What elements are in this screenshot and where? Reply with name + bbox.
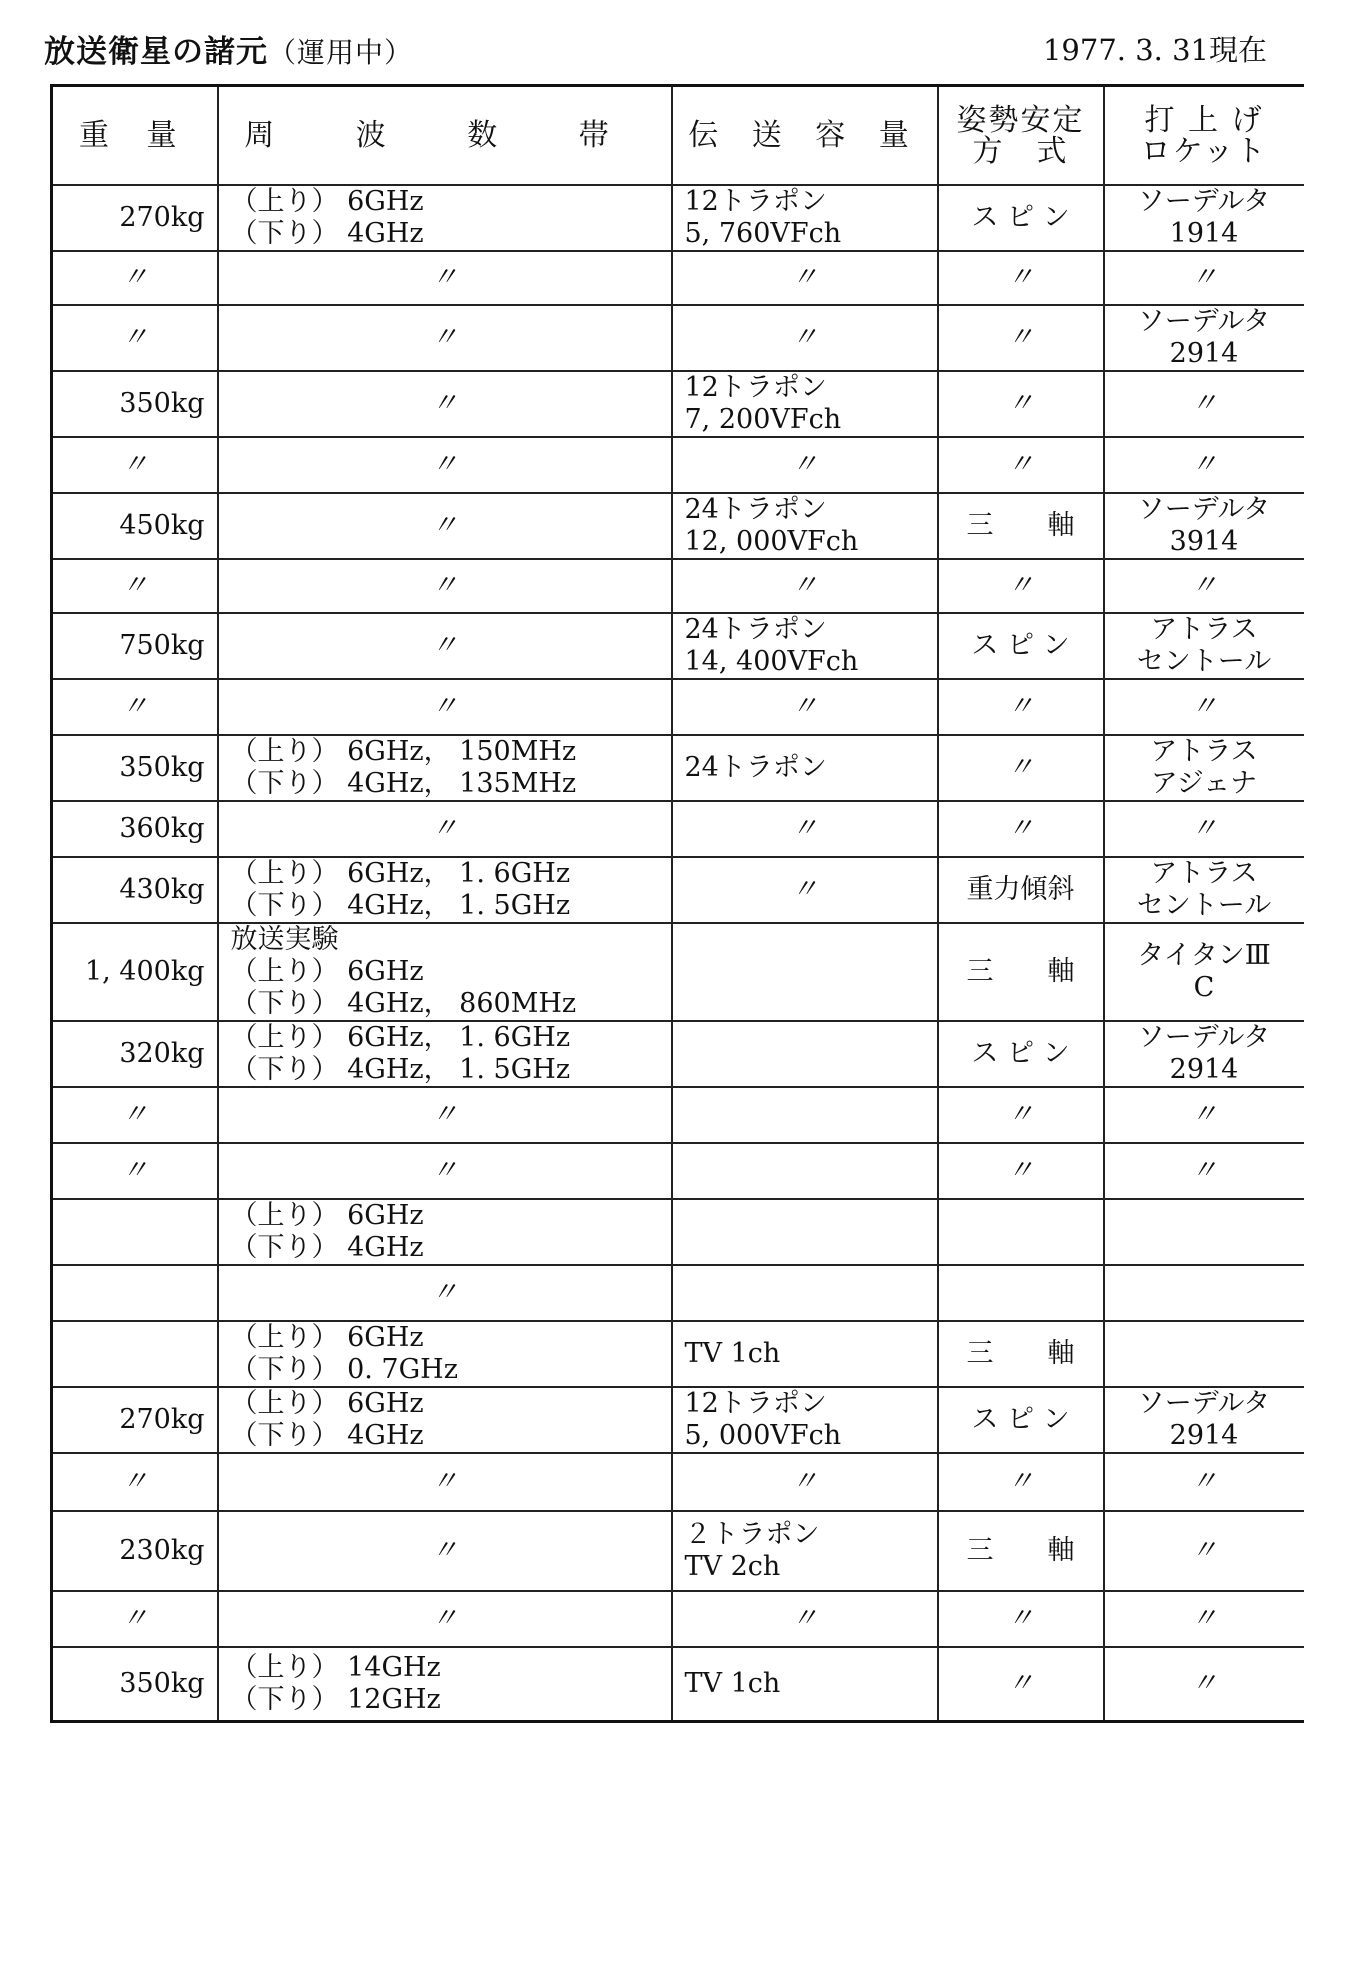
cell-frequency-line: （上り） 6GHz， 1. 6GHz — [230, 858, 571, 889]
cell-frequency — [218, 251, 672, 305]
cell-rocket-line: セントール — [1136, 646, 1272, 677]
cell-rocket-line: C — [1193, 972, 1215, 1003]
cell-rocket-line: 2914 — [1169, 1054, 1239, 1085]
cell-rocket-line: ソーデルタ — [1137, 186, 1271, 217]
cell-attitude: 〃 — [938, 559, 1104, 613]
cell-frequency — [218, 613, 672, 679]
table-row — [52, 1265, 1304, 1321]
table-row — [52, 1511, 1304, 1591]
cell-attitude: 重力傾斜 — [938, 857, 1104, 923]
table-row — [52, 305, 1304, 371]
cell-capacity-line: 12トラポン — [684, 372, 827, 403]
cell-attitude: 〃 — [938, 1591, 1104, 1647]
cell-capacity — [672, 1199, 938, 1265]
cell-capacity — [672, 735, 938, 801]
cell-frequency-line: （上り） 6GHz — [230, 1388, 424, 1419]
cell-capacity — [672, 1265, 938, 1321]
cell-rocket-line: 〃 — [1190, 388, 1218, 419]
cell-weight: 350kg — [52, 371, 218, 437]
cell-attitude: 〃 — [938, 251, 1104, 305]
page-title — [44, 26, 413, 71]
table-row — [52, 251, 1304, 305]
cell-frequency — [218, 437, 672, 493]
cell-frequency — [218, 1143, 672, 1199]
cell-frequency-line: 〃 — [431, 1155, 458, 1186]
cell-rocket-line: アトラス — [1150, 614, 1258, 645]
cell-weight — [52, 1321, 218, 1387]
cell-rocket — [1104, 251, 1304, 305]
cell-capacity-line: TV 1ch — [684, 1667, 781, 1699]
cell-capacity-line: 〃 — [791, 1466, 818, 1497]
cell-frequency-line: 〃 — [431, 510, 458, 541]
cell-frequency — [218, 679, 672, 735]
cell-frequency-line: 〃 — [431, 570, 458, 601]
cell-frequency-line: 〃 — [431, 1466, 458, 1497]
cell-weight: 1, 400kg — [52, 923, 218, 1021]
cell-rocket — [1104, 559, 1304, 613]
table-row — [52, 801, 1304, 857]
cell-rocket-line: アトラス — [1150, 858, 1258, 889]
cell-weight: 270kg — [52, 1387, 218, 1453]
cell-frequency-line: 〃 — [431, 449, 458, 480]
cell-frequency — [218, 801, 672, 857]
cell-capacity-line: 〃 — [791, 874, 818, 905]
cell-attitude: 〃 — [938, 371, 1104, 437]
cell-attitude: ス ピ ン — [938, 1387, 1104, 1453]
cell-capacity — [672, 679, 938, 735]
cell-frequency — [218, 1321, 672, 1387]
table-row — [52, 1143, 1304, 1199]
table-row — [52, 679, 1304, 735]
cell-rocket-line: ソーデルタ — [1137, 494, 1271, 525]
table-row — [52, 1453, 1304, 1511]
cell-rocket-line: 3914 — [1169, 526, 1239, 557]
table-row — [52, 1199, 1304, 1265]
cell-capacity-line: 〃 — [791, 1603, 818, 1634]
table-row — [52, 613, 1304, 679]
cell-capacity — [672, 613, 938, 679]
cell-rocket-line: 〃 — [1190, 813, 1218, 844]
cell-attitude: 〃 — [938, 1453, 1104, 1511]
cell-capacity-line: 〃 — [791, 449, 818, 480]
cell-rocket-line: ソーデルタ — [1137, 1388, 1271, 1419]
cell-rocket — [1104, 1087, 1304, 1143]
cell-frequency — [218, 1265, 672, 1321]
cell-rocket — [1104, 735, 1304, 801]
cell-frequency-line: 〃 — [431, 1603, 458, 1634]
cell-capacity — [672, 559, 938, 613]
cell-rocket-line: 〃 — [1190, 262, 1218, 293]
cell-rocket — [1104, 493, 1304, 559]
header-capacity: 伝 送 容 量 — [672, 86, 938, 186]
cell-weight: 〃 — [52, 437, 218, 493]
cell-capacity-line: 5, 000VFch — [684, 1420, 842, 1451]
cell-weight: 230kg — [52, 1511, 218, 1591]
cell-capacity — [672, 305, 938, 371]
cell-rocket-line: 〃 — [1190, 570, 1218, 601]
table-row — [52, 1321, 1304, 1387]
table-row — [52, 559, 1304, 613]
cell-weight: 〃 — [52, 1591, 218, 1647]
cell-weight: 350kg — [52, 1647, 218, 1721]
cell-rocket-line: アトラス — [1150, 736, 1258, 767]
cell-weight: 350kg — [52, 735, 218, 801]
cell-attitude: 〃 — [938, 305, 1104, 371]
cell-attitude: ス ピ ン — [938, 1021, 1104, 1087]
cell-capacity — [672, 371, 938, 437]
cell-capacity-line: 12, 000VFch — [684, 526, 859, 557]
cell-frequency — [218, 493, 672, 559]
cell-capacity — [672, 1453, 938, 1511]
cell-frequency-line: 〃 — [431, 322, 458, 353]
header-frequency: 周 波 数 帯 — [218, 86, 672, 186]
cell-rocket — [1104, 857, 1304, 923]
cell-capacity-line: ２トラポン — [684, 1519, 820, 1550]
table-row — [52, 493, 1304, 559]
cell-capacity — [672, 437, 938, 493]
cell-attitude: 〃 — [938, 1647, 1104, 1721]
cell-weight: 750kg — [52, 613, 218, 679]
cell-attitude: 〃 — [938, 801, 1104, 857]
cell-rocket-line: 〃 — [1190, 1667, 1218, 1699]
cell-weight: 450kg — [52, 493, 218, 559]
cell-rocket — [1104, 1265, 1304, 1321]
table-row — [52, 1647, 1304, 1721]
cell-attitude — [938, 1265, 1104, 1321]
cell-frequency-line: 〃 — [431, 691, 458, 722]
cell-frequency — [218, 1591, 672, 1647]
cell-weight — [52, 1265, 218, 1321]
cell-frequency-line: 〃 — [431, 813, 458, 844]
cell-rocket — [1104, 1199, 1304, 1265]
cell-rocket — [1104, 1453, 1304, 1511]
cell-attitude: ス ピ ン — [938, 613, 1104, 679]
table-row — [52, 1021, 1304, 1087]
cell-frequency-line: （下り） 4GHz — [230, 1232, 424, 1263]
cell-rocket — [1104, 1021, 1304, 1087]
cell-frequency-line: （上り） 14GHz — [230, 1651, 441, 1683]
table-row — [52, 1387, 1304, 1453]
header-rocket — [1104, 86, 1304, 186]
cell-rocket — [1104, 679, 1304, 735]
cell-weight: 〃 — [52, 1087, 218, 1143]
cell-frequency-line: 〃 — [431, 1277, 458, 1308]
header-row — [52, 86, 1304, 186]
cell-weight: 〃 — [52, 1453, 218, 1511]
cell-capacity — [672, 923, 938, 1021]
cell-rocket — [1104, 1647, 1304, 1721]
cell-capacity — [672, 1321, 938, 1387]
table-row — [52, 735, 1304, 801]
cell-rocket-line: 〃 — [1190, 1155, 1218, 1186]
table-row — [52, 857, 1304, 923]
cell-rocket-line: 〃 — [1190, 1603, 1218, 1634]
cell-frequency-line: （下り） 0. 7GHz — [230, 1354, 458, 1385]
cell-capacity-line: 〃 — [791, 262, 818, 293]
cell-frequency-line: （上り） 6GHz， 150MHz — [230, 736, 577, 767]
cell-frequency-line: （下り） 4GHz， 860MHz — [230, 988, 577, 1019]
cell-frequency — [218, 371, 672, 437]
cell-frequency-line: 〃 — [431, 262, 458, 293]
cell-capacity — [672, 1087, 938, 1143]
cell-weight: 〃 — [52, 679, 218, 735]
cell-rocket — [1104, 801, 1304, 857]
cell-capacity — [672, 493, 938, 559]
cell-rocket-line: タイタンⅢ — [1137, 940, 1271, 971]
cell-capacity — [672, 1591, 938, 1647]
cell-frequency-line: （上り） 6GHz， 1. 6GHz — [230, 1022, 571, 1053]
cell-weight: 360kg — [52, 801, 218, 857]
cell-rocket-line: 〃 — [1190, 449, 1218, 480]
cell-rocket-line: 〃 — [1190, 1535, 1218, 1566]
cell-frequency — [218, 1453, 672, 1511]
cell-frequency-line: （下り） 4GHz， 135MHz — [230, 768, 577, 799]
cell-capacity — [672, 1021, 938, 1087]
cell-capacity-line: 5, 760VFch — [684, 218, 842, 249]
cell-weight: 〃 — [52, 305, 218, 371]
cell-rocket-line: ソーデルタ — [1137, 306, 1271, 337]
table-body — [52, 185, 1304, 1721]
cell-weight: 430kg — [52, 857, 218, 923]
header-rocket-line: 打 上 げ — [1144, 102, 1264, 138]
cell-frequency-line: 〃 — [431, 1535, 458, 1566]
cell-capacity — [672, 1511, 938, 1591]
cell-frequency-line: （上り） 6GHz — [230, 186, 424, 217]
table-row — [52, 1087, 1304, 1143]
cell-weight: 〃 — [52, 559, 218, 613]
cell-frequency-line: （下り） 4GHz， 1. 5GHz — [230, 890, 571, 921]
cell-capacity-line: 〃 — [791, 691, 818, 722]
title-main: 放送衛星の諸元 — [44, 34, 268, 70]
cell-rocket — [1104, 613, 1304, 679]
cell-weight: 〃 — [52, 251, 218, 305]
cell-rocket-line: 〃 — [1190, 1466, 1218, 1497]
cell-capacity-line: 7, 200VFch — [684, 404, 842, 435]
header-attitude — [938, 86, 1104, 186]
cell-capacity-line: 12トラポン — [684, 1388, 827, 1419]
cell-frequency — [218, 305, 672, 371]
cell-weight: 270kg — [52, 185, 218, 251]
header-attitude-line: 姿勢安定 — [956, 102, 1085, 138]
cell-weight: 320kg — [52, 1021, 218, 1087]
cell-frequency — [218, 1511, 672, 1591]
cell-rocket — [1104, 185, 1304, 251]
cell-frequency-line: （上り） 6GHz — [230, 956, 424, 987]
cell-capacity-line: 〃 — [791, 322, 818, 353]
cell-frequency — [218, 1087, 672, 1143]
cell-capacity-line: TV 1ch — [684, 1338, 781, 1369]
cell-rocket-line: 〃 — [1190, 1099, 1218, 1130]
cell-capacity — [672, 801, 938, 857]
cell-capacity-line: 24トラポン — [684, 494, 827, 525]
cell-rocket-line: セントール — [1136, 890, 1272, 921]
header-attitude-line: 方 式 — [972, 133, 1069, 169]
cell-frequency — [218, 1387, 672, 1453]
cell-attitude: 三 軸 — [938, 1511, 1104, 1591]
cell-frequency-line: （下り） 4GHz， 1. 5GHz — [230, 1054, 571, 1085]
cell-capacity-line: 〃 — [791, 570, 818, 601]
table-row — [52, 185, 1304, 251]
cell-attitude: ス ピ ン — [938, 185, 1104, 251]
cell-frequency-line: （上り） 6GHz — [230, 1322, 424, 1353]
cell-capacity-line: 〃 — [791, 813, 818, 844]
cell-rocket-line: 2914 — [1169, 1420, 1239, 1451]
cell-rocket — [1104, 1321, 1304, 1387]
cell-rocket — [1104, 1387, 1304, 1453]
cell-frequency-line: （上り） 6GHz — [230, 1200, 424, 1231]
cell-frequency-line: （下り） 12GHz — [230, 1683, 441, 1715]
satellite-spec-table — [50, 84, 1304, 1723]
table-row — [52, 437, 1304, 493]
cell-attitude: 〃 — [938, 1143, 1104, 1199]
cell-capacity — [672, 251, 938, 305]
cell-frequency — [218, 559, 672, 613]
cell-rocket — [1104, 1143, 1304, 1199]
as-of-date: 1977. 3. 31現在 — [1042, 33, 1267, 67]
cell-frequency-line: （下り） 4GHz — [230, 1420, 424, 1451]
cell-capacity-line: 24トラポン — [684, 752, 827, 783]
cell-attitude: 三 軸 — [938, 1321, 1104, 1387]
cell-rocket — [1104, 437, 1304, 493]
cell-capacity — [672, 1647, 938, 1721]
cell-rocket — [1104, 305, 1304, 371]
cell-rocket-line: アジェナ — [1150, 768, 1258, 799]
cell-capacity — [672, 185, 938, 251]
cell-capacity-line: 14, 400VFch — [684, 646, 859, 677]
cell-rocket — [1104, 923, 1304, 1021]
cell-rocket-line: 2914 — [1169, 338, 1239, 369]
cell-capacity — [672, 1143, 938, 1199]
cell-frequency-line: 放送実験 — [230, 924, 339, 955]
cell-frequency — [218, 857, 672, 923]
cell-frequency-line: 〃 — [431, 1099, 458, 1130]
cell-attitude: 〃 — [938, 679, 1104, 735]
cell-frequency — [218, 1647, 672, 1721]
cell-rocket-line: 1914 — [1169, 218, 1239, 249]
cell-weight — [52, 1199, 218, 1265]
cell-rocket — [1104, 1511, 1304, 1591]
cell-frequency-line: 〃 — [431, 388, 458, 419]
cell-rocket — [1104, 371, 1304, 437]
title-suffix: （運用中） — [268, 36, 414, 69]
header-weight: 重 量 — [52, 86, 218, 186]
cell-frequency — [218, 185, 672, 251]
cell-frequency — [218, 1199, 672, 1265]
header-rocket-line: ロケット — [1140, 133, 1268, 169]
cell-attitude: 三 軸 — [938, 923, 1104, 1021]
table-row — [52, 923, 1304, 1021]
cell-rocket-line: ソーデルタ — [1137, 1022, 1271, 1053]
cell-attitude: 〃 — [938, 437, 1104, 493]
table-row — [52, 371, 1304, 437]
cell-attitude: 三 軸 — [938, 493, 1104, 559]
table-row — [52, 1591, 1304, 1647]
cell-attitude: 〃 — [938, 1087, 1104, 1143]
cell-capacity — [672, 857, 938, 923]
cell-frequency-line: 〃 — [431, 630, 458, 661]
cell-frequency — [218, 735, 672, 801]
cell-rocket-line: 〃 — [1190, 691, 1218, 722]
cell-weight: 〃 — [52, 1143, 218, 1199]
cell-attitude: 〃 — [938, 735, 1104, 801]
cell-capacity-line: TV 2ch — [684, 1551, 781, 1582]
cell-capacity-line: 24トラポン — [684, 614, 827, 645]
cell-frequency — [218, 1021, 672, 1087]
cell-capacity-line: 12トラポン — [684, 186, 827, 217]
cell-attitude — [938, 1199, 1104, 1265]
cell-frequency — [218, 923, 672, 1021]
cell-capacity — [672, 1387, 938, 1453]
cell-frequency-line: （下り） 4GHz — [230, 218, 424, 249]
cell-rocket — [1104, 1591, 1304, 1647]
